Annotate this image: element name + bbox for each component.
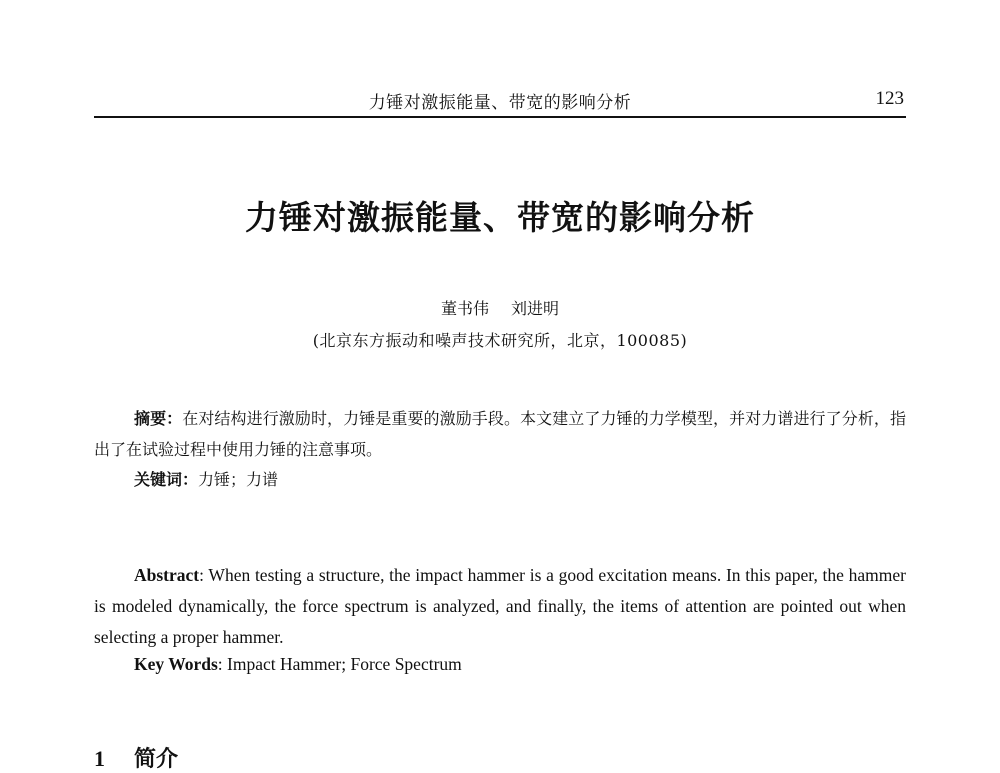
chinese-keywords-text: 力锤；力谱 [198, 470, 279, 489]
affiliation: (北京东方振动和噪声技术研究所，北京，100085) [312, 331, 688, 350]
english-abstract-text: When testing a structure, the impact hammer is a good excitation means. In this paper, the hammer is modeled dynamically, the force spectrum is analyzed, and finally, the items of attention are pointed out when selecting a proper hammer. [94, 565, 907, 647]
section-title: 简介 [134, 746, 179, 772]
section-number: 1 [94, 746, 105, 771]
chinese-keywords-label: 关键词： [134, 470, 199, 489]
english-keywords [134, 654, 462, 675]
section-heading [94, 742, 178, 773]
chinese-abstract-label: 摘要： [134, 409, 183, 428]
english-abstract [94, 560, 906, 653]
chinese-abstract-text: 在对结构进行激励时，力锤是重要的激励手段。本文建立了力锤的力学模型，并对力谱进行了分析，指出了在试验过程中使用力锤的注意事项。 [94, 409, 906, 459]
english-keywords-text: Impact Hammer; Force Spectrum [227, 654, 462, 674]
english-keywords-label: Key Words [134, 654, 218, 674]
author-2: 刘进明 [511, 299, 560, 318]
running-header [94, 82, 906, 118]
authors [0, 296, 1000, 319]
english-abstract-label: Abstract [134, 565, 200, 585]
chinese-abstract [94, 403, 906, 465]
page-number: 123 [875, 88, 904, 109]
chinese-keywords [134, 467, 278, 490]
paper-title: 力锤对激振能量、带宽的影响分析 [245, 198, 755, 237]
english-keywords-separator: : [217, 654, 228, 674]
running-title: 力锤对激振能量、带宽的影响分析 [368, 93, 632, 113]
author-1: 董书伟 [440, 299, 489, 318]
english-abstract-separator: : [199, 565, 209, 585]
